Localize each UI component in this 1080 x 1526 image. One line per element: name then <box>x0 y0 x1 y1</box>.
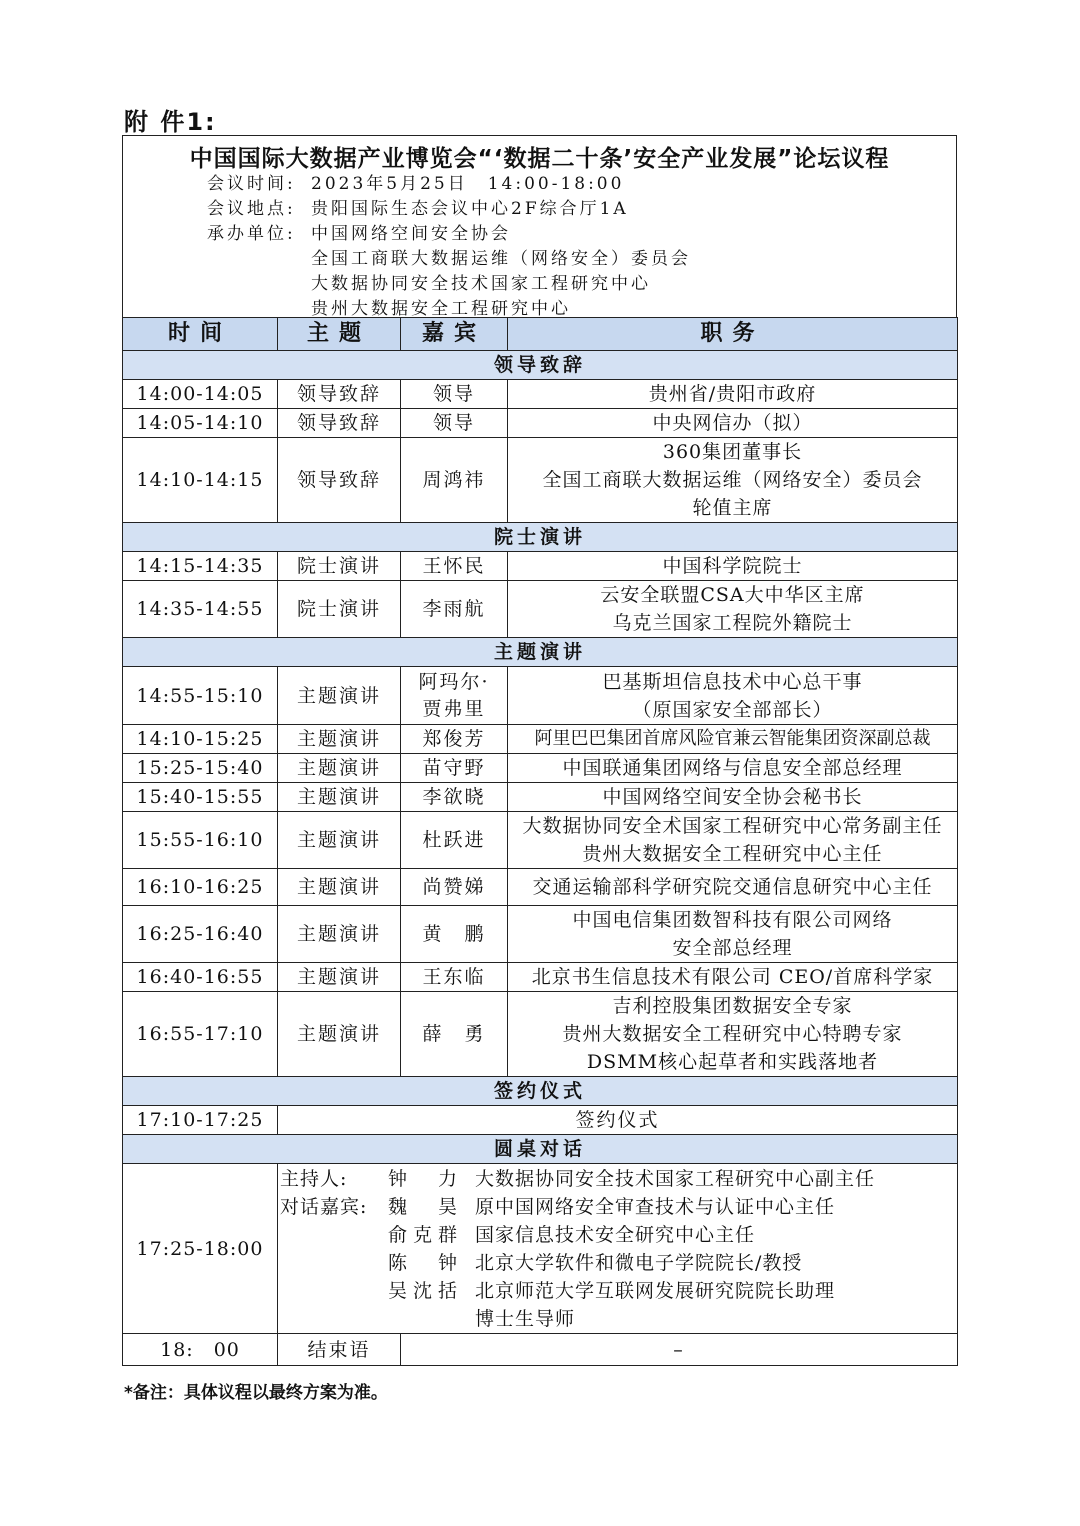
role-line: 360集团董事长 <box>662 441 803 463</box>
roundtable-name: 钟 力 <box>388 1167 464 1190</box>
cell-role <box>508 963 958 992</box>
meeting-time-label: 会议时间: <box>207 174 296 194</box>
role-line: （原国家安全部部长） <box>632 698 833 721</box>
cell-role <box>508 869 958 906</box>
cell-merged: 签约仪式 <box>278 1106 958 1135</box>
cell-topic: 领导致辞 <box>278 409 401 438</box>
roundtable-role-label <box>278 1249 388 1277</box>
cell-guest: 尚赞娣 <box>401 869 508 906</box>
cell-topic: 主题演讲 <box>278 869 401 906</box>
cell-guest: 薛 勇 <box>401 992 508 1077</box>
cell-merged: – <box>401 1334 958 1366</box>
column-header-topic: 主题 <box>278 318 401 351</box>
roundtable-title: 国家信息技术安全研究中心主任 <box>475 1223 756 1246</box>
cell-topic: 院士演讲 <box>278 552 401 581</box>
section-row <box>123 1135 958 1164</box>
role-line: 中国科学院院士 <box>662 555 803 577</box>
cell-time: 16:10-16:25 <box>123 869 278 906</box>
agenda-document <box>122 135 957 1366</box>
role-line: DSMM核心起草者和实践落地者 <box>586 1051 879 1073</box>
cell-guest: 王东临 <box>401 963 508 992</box>
section-row <box>123 523 958 552</box>
section-title: 主题演讲 <box>123 638 958 667</box>
roundtable-line <box>278 1193 957 1221</box>
cell-role <box>508 725 958 754</box>
table-row <box>123 409 958 438</box>
cell-guest: 领导 <box>401 409 508 438</box>
cell-guest: 杜跃进 <box>401 812 508 869</box>
cell-topic: 结束语 <box>278 1334 401 1366</box>
role-line: 大数据协同安全术国家工程研究中心常务副主任 <box>522 815 943 837</box>
column-header-role: 职务 <box>508 318 958 351</box>
meeting-place-value: 贵阳国际生态会议中心2F综合厅1A <box>311 199 629 219</box>
cell-role <box>508 992 958 1077</box>
role-line: 中国网络空间安全协会秘书长 <box>602 786 863 808</box>
roundtable-role-label <box>278 1221 388 1249</box>
cell-topic: 主题演讲 <box>278 812 401 869</box>
role-line: 全国工商联大数据运维（网络安全）委员会 <box>542 469 923 491</box>
cell-time: 14:00-14:05 <box>123 380 278 409</box>
cell-time: 15:25-15:40 <box>123 754 278 783</box>
role-line: 安全部总经理 <box>672 937 793 959</box>
cell-role <box>508 667 958 725</box>
cell-guest: 阿玛尔·贾弗里 <box>401 667 508 725</box>
role-line: 贵州省/贵阳市政府 <box>648 383 817 405</box>
cell-time: 17:10-17:25 <box>123 1106 278 1135</box>
section-row <box>123 638 958 667</box>
table-header-row <box>123 318 958 351</box>
cell-role <box>508 754 958 783</box>
column-header-time: 时间 <box>123 318 278 351</box>
cell-role <box>508 380 958 409</box>
table-row <box>123 552 958 581</box>
page-title: 中国国际大数据产业博览会“‘数据二十条’安全产业发展”论坛议程 <box>189 146 890 172</box>
cell-time: 15:55-16:10 <box>123 812 278 869</box>
cell-time: 15:40-15:55 <box>123 783 278 812</box>
cell-topic: 院士演讲 <box>278 581 401 638</box>
table-row <box>123 754 958 783</box>
table-row <box>123 869 958 906</box>
roundtable-name: 陈 钟 <box>388 1251 464 1274</box>
table-row <box>123 380 958 409</box>
roundtable-title: 大数据协同安全技术国家工程研究中心副主任 <box>475 1167 876 1190</box>
cell-time: 16:40-16:55 <box>123 963 278 992</box>
cell-role <box>508 438 958 523</box>
roundtable-line <box>278 1305 957 1333</box>
cell-guest: 李欲晓 <box>401 783 508 812</box>
cell-role <box>508 552 958 581</box>
cell-time: 14:05-14:10 <box>123 409 278 438</box>
cell-time: 18: 00 <box>123 1334 278 1366</box>
cell-time: 14:55-15:10 <box>123 667 278 725</box>
cell-guest: 李雨航 <box>401 581 508 638</box>
section-title: 签约仪式 <box>123 1077 958 1106</box>
cell-topic: 主题演讲 <box>278 667 401 725</box>
roundtable-title: 原中国网络安全审查技术与认证中心主任 <box>475 1195 836 1218</box>
roundtable-name <box>388 1305 475 1333</box>
role-line: 云安全联盟CSA大中华区主席 <box>600 584 865 606</box>
roundtable-role-label: 主持人: <box>280 1167 348 1190</box>
meeting-time-value: 2023年5月25日 14:00-18:00 <box>311 174 625 194</box>
role-line: 北京书生信息技术有限公司 CEO/首席科学家 <box>531 966 934 988</box>
cell-topic: 主题演讲 <box>278 906 401 963</box>
cell-topic: 主题演讲 <box>278 963 401 992</box>
cell-topic: 领导致辞 <box>278 438 401 523</box>
table-row <box>123 1164 958 1334</box>
column-header-guest: 嘉宾 <box>401 318 508 351</box>
cell-topic: 领导致辞 <box>278 380 401 409</box>
section-title: 院士演讲 <box>123 523 958 552</box>
roundtable-role-label <box>278 1305 388 1333</box>
roundtable-name: 俞克群 <box>388 1223 464 1246</box>
agenda-header <box>122 135 957 317</box>
table-row <box>123 581 958 638</box>
section-row <box>123 1077 958 1106</box>
roundtable-role-label: 对话嘉宾: <box>280 1195 368 1218</box>
section-row <box>123 351 958 380</box>
organizer-item: 中国网络空间安全协会 <box>311 224 511 244</box>
roundtable-line <box>278 1277 957 1305</box>
meeting-time <box>207 172 624 197</box>
role-line: 阿里巴巴集团首席风险官兼云智能集团资深副总裁 <box>534 728 931 749</box>
roundtable-line <box>278 1221 957 1249</box>
organizer-item: 贵州大数据安全工程研究中心 <box>311 299 571 319</box>
cell-guest: 郑俊芳 <box>401 725 508 754</box>
table-row <box>123 1334 958 1366</box>
footnote: *备注：具体议程以最终方案为准。 <box>124 1383 388 1403</box>
role-line: 轮值主席 <box>692 497 773 519</box>
cell-topic: 主题演讲 <box>278 725 401 754</box>
attachment-label: 附 件1: <box>124 108 217 136</box>
meeting-place-label: 会议地点: <box>207 199 296 219</box>
cell-role <box>508 783 958 812</box>
cell-topic: 主题演讲 <box>278 754 401 783</box>
cell-guest: 周鸿祎 <box>401 438 508 523</box>
table-row <box>123 783 958 812</box>
section-title: 圆桌对话 <box>123 1135 958 1164</box>
cell-time: 14:10-14:15 <box>123 438 278 523</box>
role-line: 贵州大数据安全工程研究中心主任 <box>582 843 883 865</box>
organizer-item: 大数据协同安全技术国家工程研究中心 <box>311 274 651 294</box>
roundtable-line <box>278 1165 957 1193</box>
role-line: 中国电信集团数智科技有限公司网络 <box>572 909 893 931</box>
table-row <box>123 992 958 1077</box>
roundtable-role-label <box>278 1277 388 1305</box>
cell-guest: 黄 鹏 <box>401 906 508 963</box>
roundtable-title: 北京师范大学互联网发展研究院院长助理 <box>475 1279 836 1302</box>
meeting-place <box>207 197 629 222</box>
roundtable-name: 魏 昊 <box>388 1195 464 1218</box>
roundtable-title: 北京大学软件和微电子学院院长/教授 <box>475 1251 803 1274</box>
table-row <box>123 667 958 725</box>
cell-role <box>508 581 958 638</box>
cell-guest: 领导 <box>401 380 508 409</box>
table-row <box>123 906 958 963</box>
table-row <box>123 438 958 523</box>
role-line: 巴基斯坦信息技术中心总干事 <box>602 670 863 693</box>
section-title: 领导致辞 <box>123 351 958 380</box>
table-row <box>123 1106 958 1135</box>
cell-guest: 苗守野 <box>401 754 508 783</box>
cell-time: 17:25-18:00 <box>123 1164 278 1334</box>
agenda-table <box>122 317 958 1366</box>
role-line: 乌克兰国家工程院外籍院士 <box>612 612 853 634</box>
role-line: 中国联通集团网络与信息安全部总经理 <box>562 757 903 779</box>
table-row <box>123 812 958 869</box>
table-row <box>123 725 958 754</box>
organizer-label: 承办单位: <box>207 224 296 244</box>
cell-time: 16:25-16:40 <box>123 906 278 963</box>
cell-topic: 主题演讲 <box>278 783 401 812</box>
cell-guest: 王怀民 <box>401 552 508 581</box>
cell-role <box>508 906 958 963</box>
role-line: 交通运输部科学研究院交通信息研究中心主任 <box>532 876 933 898</box>
cell-role <box>508 812 958 869</box>
role-line: 中央网信办（拟） <box>652 412 813 434</box>
cell-time: 14:10-15:25 <box>123 725 278 754</box>
cell-time: 14:15-14:35 <box>123 552 278 581</box>
cell-time: 14:35-14:55 <box>123 581 278 638</box>
roundtable-cell <box>278 1164 958 1334</box>
table-row <box>123 963 958 992</box>
role-line: 吉利控股集团数据安全专家 <box>612 995 853 1017</box>
roundtable-line <box>278 1249 957 1277</box>
role-line: 贵州大数据安全工程研究中心特聘专家 <box>562 1023 903 1045</box>
cell-topic: 主题演讲 <box>278 992 401 1077</box>
roundtable-name: 吴沈括 <box>388 1279 464 1302</box>
cell-role <box>508 409 958 438</box>
organizers <box>207 222 691 322</box>
roundtable-title: 博士生导师 <box>475 1307 576 1330</box>
cell-time: 16:55-17:10 <box>123 992 278 1077</box>
organizer-item: 全国工商联大数据运维（网络安全）委员会 <box>311 249 691 269</box>
